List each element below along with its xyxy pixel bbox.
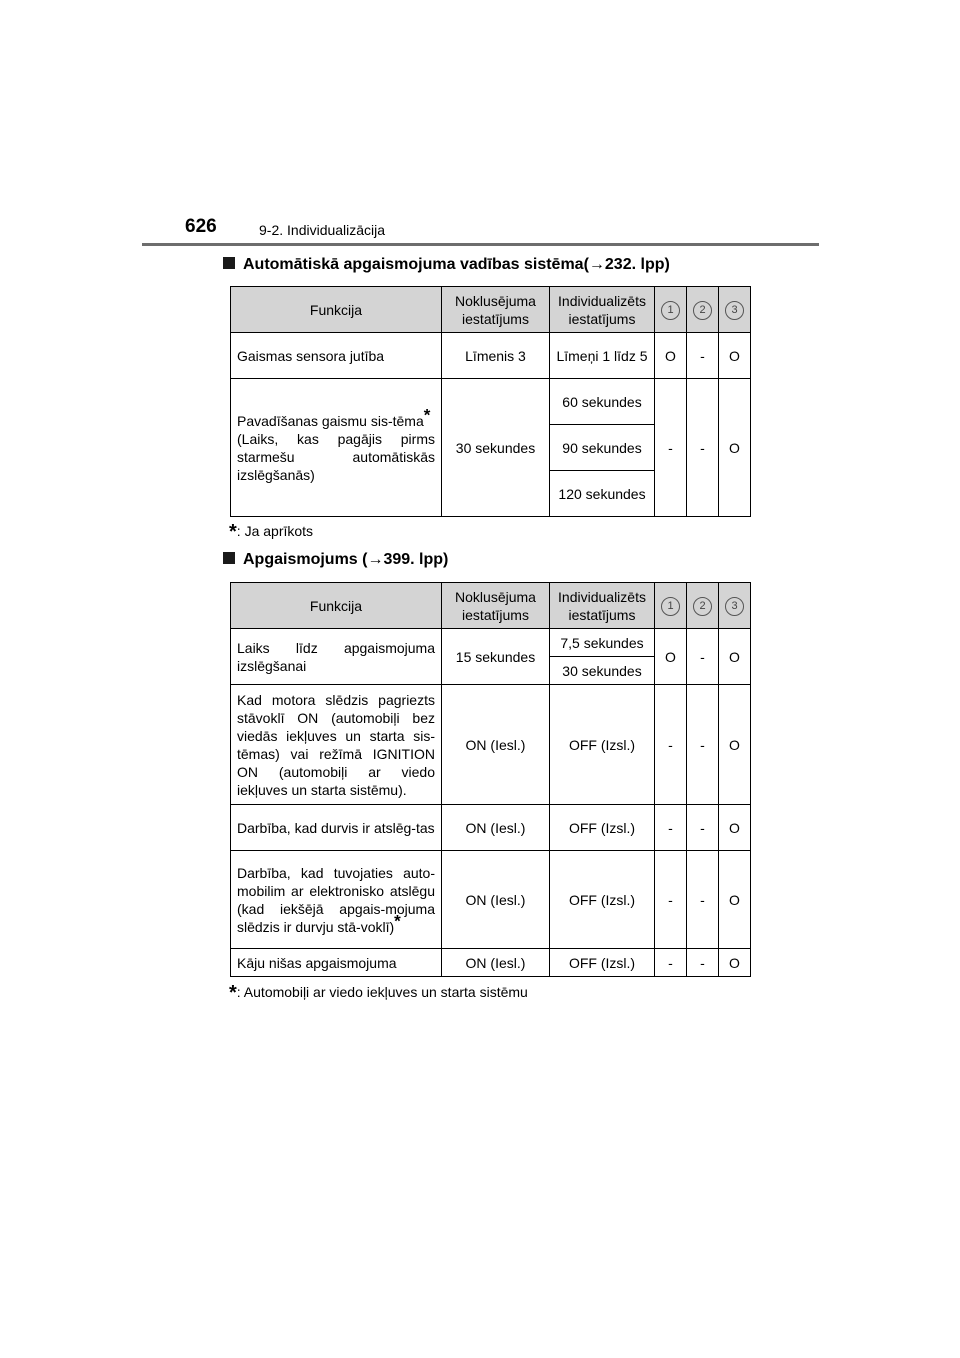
circle-3-icon: 3 [725, 597, 744, 616]
table-row: Laiks līdz apgaismojuma izslēgšanai 15 sekundes 7,5 sekundes O - O [231, 629, 751, 657]
column-header: Noklusējuma iestatījums [442, 287, 550, 333]
circle-3-icon: 3 [725, 301, 744, 320]
table-header-row [231, 287, 751, 333]
function-cell: Pavadīšanas gaismu sis-tēma* (Laiks, kas pagājis pirms starmešu automātiskās izslēgšanās) [231, 379, 442, 517]
table-row: Darbība, kad tuvojaties auto-mobilim ar elektronisko atslēgu (kad iekšējā apgais-mojuma slēdzis ir durvju stā-voklī)* ON (Iesl.) OFF (Izsl.) - - O [231, 851, 751, 949]
section1-heading: Automātiskā apgaismojuma vadības sistēma(→232. lpp) [223, 256, 670, 274]
table-row: Gaismas sensora jutība Līmenis 3 Līmeņi 1 līdz 5 O - O [231, 333, 751, 379]
lighting-control-table [230, 286, 751, 517]
circle-2-icon: 2 [693, 301, 712, 320]
table-row: 90 sekundes [231, 425, 751, 471]
column-header: Noklusējuma iestatījums [442, 583, 550, 629]
table-row: Kāju nišas apgaismojuma ON (Iesl.) OFF (Izsl.) - - O [231, 949, 751, 977]
column-header: Funkcija [231, 583, 442, 629]
footnote-2: *: Automobiļi ar viedo iekļuves un starta sistēmu [229, 982, 528, 1004]
square-bullet-icon [223, 257, 235, 269]
circle-1-icon: 1 [661, 301, 680, 320]
circle-2-icon: 2 [693, 597, 712, 616]
table-row: Darbība, kad durvis ir atslēg-tas ON (Iesl.) OFF (Izsl.) - - O [231, 805, 751, 851]
function-cell: Darbība, kad tuvojaties auto-mobilim ar elektronisko atslēgu (kad iekšējā apgais-mojuma slēdzis ir durvju stā-voklī)* [231, 851, 442, 949]
table-header-row [231, 583, 751, 629]
table-row: 30 sekundes [231, 657, 751, 685]
column-header: Individualizēts iestatījums [550, 583, 655, 629]
illumination-table [230, 582, 751, 977]
page-number: 626 [185, 216, 217, 237]
column-header: Funkcija [231, 287, 442, 333]
footnote-1: *: Ja aprīkots [229, 521, 314, 543]
column-header: Individualizēts iestatījums [550, 287, 655, 333]
circle-1-icon: 1 [661, 597, 680, 616]
table-row: Pavadīšanas gaismu sis-tēma* (Laiks, kas pagājis pirms starmešu automātiskās izslēgšanās) 30 sekundes 60 sekundes - - O [231, 379, 751, 425]
arrow-icon: → [588, 256, 605, 273]
arrow-icon: → [367, 551, 384, 568]
table-row: Kad motora slēdzis pagriezts stāvoklī ON (automobiļi bez viedās iekļuves un starta sis-tēmas) vai režīmā IGNITION ON (automobiļi ar viedo iekļuves un starta sistēmu). ON (Iesl.) OFF (Izsl.) - - O [231, 685, 751, 805]
section2-heading: Apgaismojums (→399. lpp) [223, 551, 448, 569]
header-rule [142, 243, 819, 246]
section-label: 9-2. Individualizācija [259, 222, 386, 238]
square-bullet-icon [223, 552, 235, 564]
table-row: 120 sekundes [231, 471, 751, 517]
